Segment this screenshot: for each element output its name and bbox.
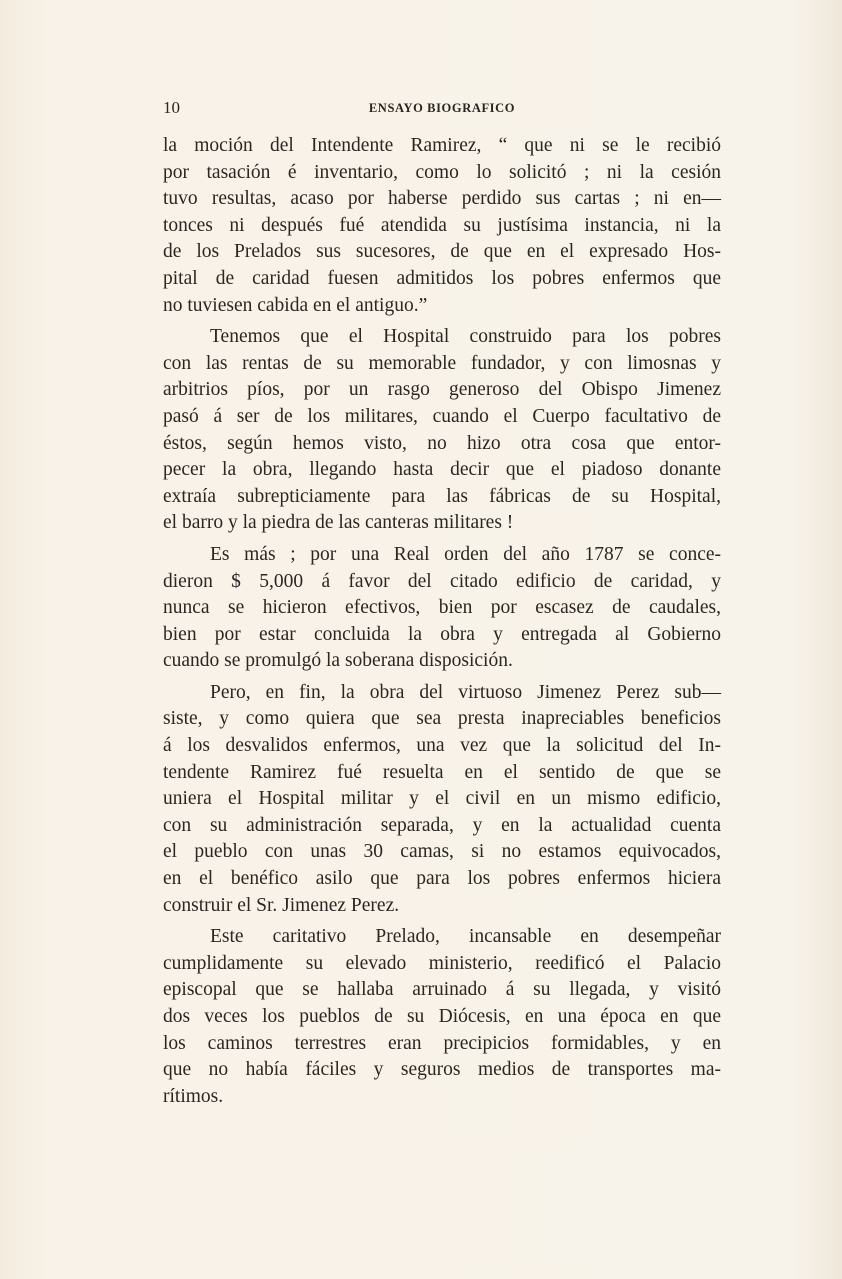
- text-line: los caminos terrestres eran precipicios formidables, y en: [163, 1032, 721, 1054]
- text-line: nunca se hicieron efectivos, bien por escasez de caudales,: [163, 597, 721, 619]
- text-line: pecer la obra, llegando hasta decir que el piadoso donante: [163, 459, 721, 481]
- body-text: [163, 133, 721, 1115]
- text-line: con su administración separada, y en la actualidad cuenta: [163, 814, 721, 836]
- text-line: tendente Ramirez fué resuelta en el sentido de que se: [163, 761, 721, 783]
- text-line: el pueblo con unas 30 camas, si no estamos equivocados,: [163, 841, 721, 863]
- text-line: construir el Sr. Jimenez Perez.: [163, 894, 400, 916]
- text-line: pasó á ser de los militares, cuando el Cuerpo facultativo de: [163, 405, 721, 427]
- text-line: por tasación é inventario, como lo solicitó ; ni la cesión: [163, 161, 721, 183]
- text-line: en el benéfico asilo que para los pobres enfermos hiciera: [163, 868, 721, 890]
- paragraph: [163, 133, 721, 319]
- text-line: arbitrios píos, por un rasgo generoso del Obispo Jimenez: [163, 379, 721, 401]
- paragraph: [163, 680, 721, 919]
- paragraph: [163, 324, 721, 537]
- text-line: siste, y como quiera que sea presta inapreciables beneficios: [163, 708, 721, 730]
- text-line: éstos, según hemos visto, no hizo otra cosa que entor-: [163, 432, 721, 454]
- running-head: ENSAYO BIOGRAFICO: [368, 101, 516, 115]
- text-line: extraía subrepticiamente para las fábricas de su Hospital,: [163, 485, 721, 507]
- text-line: con las rentas de su memorable fundador, y con limosnas y: [163, 352, 721, 374]
- paragraph: [163, 924, 721, 1110]
- text-line: cuando se promulgó la soberana disposición.: [163, 650, 513, 672]
- text-line: tuvo resultas, acaso por haberse perdido sus cartas ; ni en—: [163, 188, 721, 210]
- text-line: uniera el Hospital militar y el civil en un mismo edificio,: [163, 788, 721, 810]
- text-line: Pero, en fin, la obra del virtuoso Jimenez Perez sub—: [210, 681, 721, 703]
- text-line: cumplidamente su elevado ministerio, reedificó el Palacio: [163, 952, 721, 974]
- text-line: no tuviesen cabida en el antiguo.”: [163, 294, 428, 316]
- text-line: Tenemos que el Hospital construido para los pobres: [210, 326, 721, 348]
- paragraph: [163, 542, 721, 675]
- text-line: á los desvalidos enfermos, una vez que la solicitud del In-: [163, 735, 721, 757]
- text-line: que no había fáciles y seguros medios de transportes ma-: [163, 1059, 721, 1081]
- text-line: tonces ni después fué atendida su justísima instancia, ni la: [163, 214, 721, 236]
- page-number: 10: [163, 98, 180, 117]
- text-line: episcopal que se hallaba arruinado á su llegada, y visitó: [163, 979, 721, 1001]
- text-line: bien por estar concluida la obra y entregada al Gobierno: [163, 623, 721, 645]
- text-line: Es más ; por una Real orden del año 1787 se conce-: [210, 543, 721, 565]
- text-line: dieron $ 5,000 á favor del citado edificio de caridad, y: [163, 570, 721, 592]
- text-line: pital de caridad fuesen admitidos los pobres enfermos que: [163, 267, 721, 289]
- text-line: de los Prelados sus sucesores, de que en el expresado Hos-: [163, 241, 721, 263]
- page-header: [163, 98, 721, 122]
- text-line: Este caritativo Prelado, incansable en desempeñar: [210, 926, 721, 948]
- text-line: el barro y la piedra de las canteras militares !: [163, 512, 514, 534]
- text-line: dos veces los pueblos de su Diócesis, en una época en que: [163, 1006, 721, 1027]
- text-line: la moción del Intendente Ramirez, “ que ni se le recibió: [163, 135, 721, 156]
- text-line: rítimos.: [163, 1085, 224, 1107]
